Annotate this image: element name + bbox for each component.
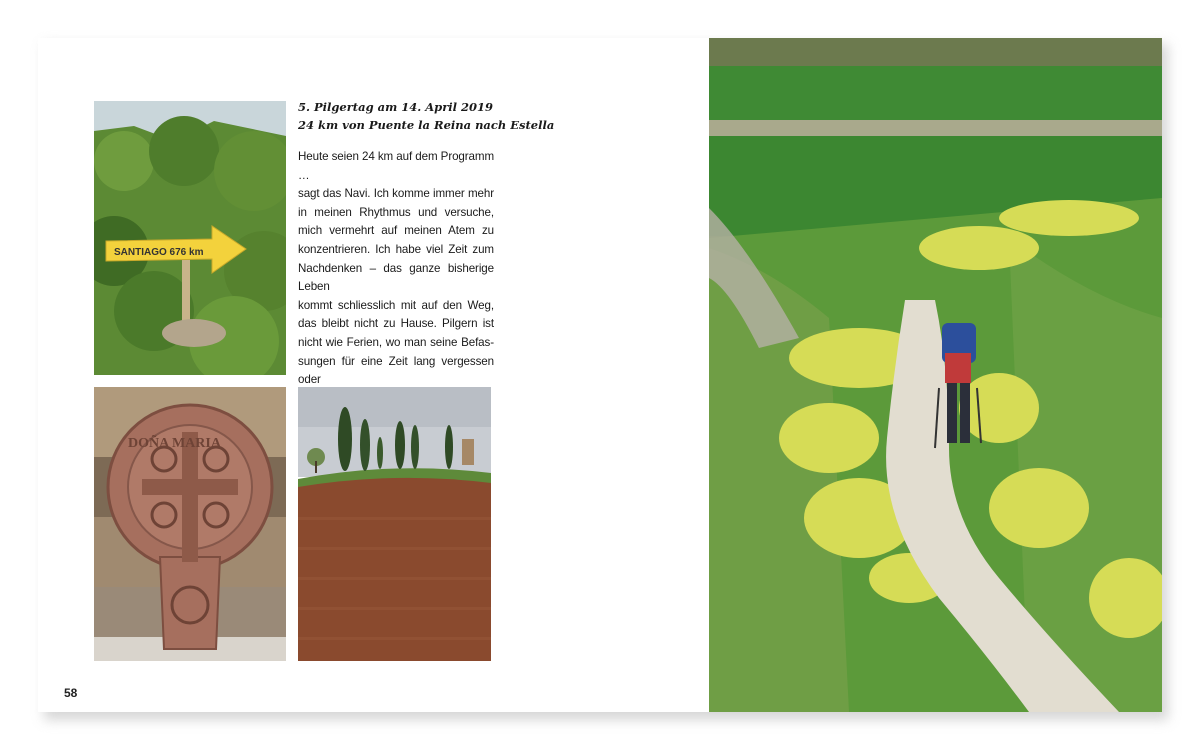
photo-pilgrim-path [709, 38, 1162, 712]
photo-stone-cross [94, 387, 286, 661]
body-line: sungen für eine Zeit lang vergessen oder [298, 354, 494, 387]
photo-cypress-field [298, 387, 491, 661]
article-body [298, 148, 494, 408]
article-heading-line-2: 24 km von Puente la Reina nach Estella [298, 118, 555, 132]
article-text [298, 98, 555, 408]
body-line: mich vermehrt auf meinen Atem zu [298, 224, 494, 238]
body-line: in meinen Rhythmus und versuche, [298, 205, 494, 219]
photo-santiago-sign [94, 101, 286, 375]
body-line: kommt schliesslich mit auf den Weg, [298, 298, 494, 312]
page-number: 58 [64, 686, 78, 700]
body-line: Heute seien 24 km auf dem Programm … [298, 150, 494, 182]
stone-inscription: DOÑA MARIA [128, 436, 221, 451]
sign-text: SANTIAGO 676 km [114, 247, 204, 258]
article-heading-line-1: 5. Pilgertag am 14. April 2019 [298, 100, 494, 114]
body-line: sagt das Navi. Ich komme immer mehr [298, 187, 494, 201]
body-line: das bleibt nicht zu Hause. Pilgern ist [298, 317, 494, 331]
body-line: Nachdenken – das ganze bisherige Leben [298, 261, 494, 294]
body-line: konzentrieren. Ich habe viel Zeit zum [298, 242, 494, 256]
body-line: nicht wie Ferien, wo man seine Befas- [298, 335, 494, 349]
book-spread [38, 38, 1162, 712]
